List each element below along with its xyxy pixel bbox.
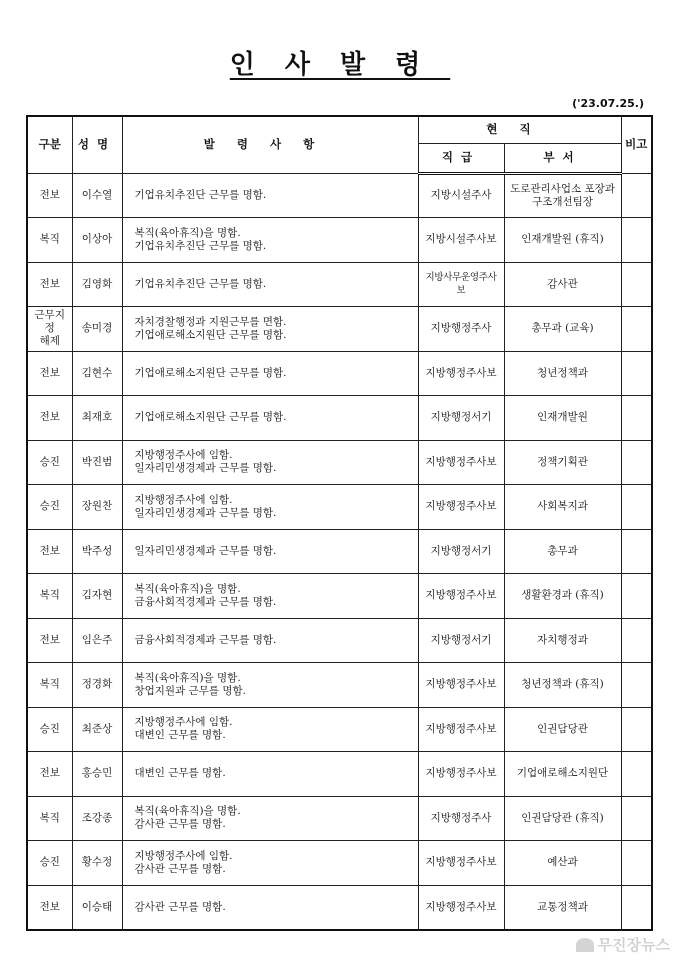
row-dept: 예산과 bbox=[504, 841, 621, 886]
row-dept: 청년정책과 (휴직) bbox=[504, 663, 621, 708]
row-dept: 청년정책과 bbox=[504, 351, 621, 396]
table-row bbox=[27, 262, 652, 307]
header-remarks: 비고 bbox=[621, 116, 652, 173]
header-rank: 직급 bbox=[418, 143, 504, 173]
row-dept: 인재개발원 bbox=[504, 396, 621, 441]
table-row bbox=[27, 173, 652, 218]
watermark-logo-icon bbox=[576, 938, 594, 952]
row-order: 지방행정주사에 임함. 감사관 근무를 명함. bbox=[122, 841, 418, 886]
row-name: 임은주 bbox=[72, 618, 122, 663]
row-remarks bbox=[621, 529, 652, 574]
table-row bbox=[27, 529, 652, 574]
table-row bbox=[27, 885, 652, 930]
row-dept: 교통정책과 bbox=[504, 885, 621, 930]
row-order: 지방행정주사에 임함. 대변인 근무를 명함. bbox=[122, 707, 418, 752]
row-rank: 지방행정서기 bbox=[418, 529, 504, 574]
row-order: 자치경찰행정과 지원근무를 면함. 기업애로해소지원단 근무를 명함. bbox=[122, 307, 418, 352]
row-rank: 지방행정주사보 bbox=[418, 574, 504, 619]
row-dept: 총무과 (교육) bbox=[504, 307, 621, 352]
row-name: 김현수 bbox=[72, 351, 122, 396]
table-row bbox=[27, 218, 652, 263]
header-current: 현직 bbox=[418, 116, 621, 143]
row-rank: 지방행정주사보 bbox=[418, 752, 504, 797]
row-name: 박주성 bbox=[72, 529, 122, 574]
row-order: 대변인 근무를 명함. bbox=[122, 752, 418, 797]
row-order: 기업유치추진단 근무를 명함. bbox=[122, 262, 418, 307]
row-dept: 감사관 bbox=[504, 262, 621, 307]
row-name: 최재호 bbox=[72, 396, 122, 441]
row-remarks bbox=[621, 440, 652, 485]
document-title: 인사발령 bbox=[229, 50, 451, 80]
row-dept: 기업애로해소지원단 bbox=[504, 752, 621, 797]
row-order: 금융사회적경제과 근무를 명함. bbox=[122, 618, 418, 663]
table-row bbox=[27, 574, 652, 619]
personnel-table bbox=[26, 115, 653, 931]
row-rank: 지방행정서기 bbox=[418, 618, 504, 663]
header-order: 발령사항 bbox=[122, 116, 418, 173]
row-rank: 지방행정주사보 bbox=[418, 663, 504, 708]
row-rank: 지방행정주사보 bbox=[418, 485, 504, 530]
row-remarks bbox=[621, 663, 652, 708]
row-remarks bbox=[621, 262, 652, 307]
row-rank: 지방행정주사 bbox=[418, 796, 504, 841]
row-remarks bbox=[621, 218, 652, 263]
row-remarks bbox=[621, 796, 652, 841]
row-name: 최준상 bbox=[72, 707, 122, 752]
row-dept: 인권담당관 bbox=[504, 707, 621, 752]
row-order: 지방행정주사에 임함. 일자리민생경제과 근무를 명함. bbox=[122, 485, 418, 530]
row-name: 장원찬 bbox=[72, 485, 122, 530]
header-name: 성명 bbox=[72, 116, 122, 173]
row-order: 기업애로해소지원단 근무를 명함. bbox=[122, 396, 418, 441]
table-row bbox=[27, 307, 652, 352]
row-remarks bbox=[621, 574, 652, 619]
row-remarks bbox=[621, 618, 652, 663]
watermark: 무진장뉴스 bbox=[576, 934, 670, 955]
row-rank: 지방시설주사 bbox=[418, 173, 504, 218]
row-name: 이상아 bbox=[72, 218, 122, 263]
row-type: 전보 bbox=[27, 262, 72, 307]
row-name: 김자현 bbox=[72, 574, 122, 619]
row-dept: 사회복지과 bbox=[504, 485, 621, 530]
row-dept: 자치행정과 bbox=[504, 618, 621, 663]
row-name: 정경화 bbox=[72, 663, 122, 708]
row-order: 감사관 근무를 명함. bbox=[122, 885, 418, 930]
row-order: 일자리민생경제과 근무를 명함. bbox=[122, 529, 418, 574]
row-order: 복직(육아휴직)을 명함. 감사관 근무를 명함. bbox=[122, 796, 418, 841]
row-type: 승진 bbox=[27, 841, 72, 886]
row-name: 박진범 bbox=[72, 440, 122, 485]
row-type: 전보 bbox=[27, 529, 72, 574]
table-row bbox=[27, 752, 652, 797]
row-dept: 정책기획관 bbox=[504, 440, 621, 485]
row-type: 근무지정 해제 bbox=[27, 307, 72, 352]
row-type: 복직 bbox=[27, 574, 72, 619]
table-row bbox=[27, 663, 652, 708]
table-row bbox=[27, 396, 652, 441]
header-dept: 부서 bbox=[504, 143, 621, 173]
row-type: 전보 bbox=[27, 173, 72, 218]
row-remarks bbox=[621, 307, 652, 352]
row-order: 기업애로해소지원단 근무를 명함. bbox=[122, 351, 418, 396]
row-dept: 인권담당관 (휴직) bbox=[504, 796, 621, 841]
row-dept: 생활환경과 (휴직) bbox=[504, 574, 621, 619]
row-type: 승진 bbox=[27, 707, 72, 752]
row-order: 복직(육아휴직)을 명함. 금융사회적경제과 근무를 명함. bbox=[122, 574, 418, 619]
row-type: 전보 bbox=[27, 618, 72, 663]
row-order: 기업유치추진단 근무를 명함. bbox=[122, 173, 418, 218]
row-rank: 지방행정주사보 bbox=[418, 707, 504, 752]
table-body bbox=[27, 173, 652, 930]
row-remarks bbox=[621, 885, 652, 930]
row-type: 복직 bbox=[27, 796, 72, 841]
row-rank: 지방행정주사보 bbox=[418, 440, 504, 485]
table-row bbox=[27, 485, 652, 530]
row-remarks bbox=[621, 396, 652, 441]
row-name: 이승태 bbox=[72, 885, 122, 930]
row-remarks bbox=[621, 707, 652, 752]
row-type: 승진 bbox=[27, 440, 72, 485]
row-rank: 지방행정주사보 bbox=[418, 351, 504, 396]
row-name: 조강종 bbox=[72, 796, 122, 841]
row-name: 이수열 bbox=[72, 173, 122, 218]
row-rank: 지방시설주사보 bbox=[418, 218, 504, 263]
table-row bbox=[27, 841, 652, 886]
row-order: 복직(육아휴직)을 명함. 기업유치추진단 근무를 명함. bbox=[122, 218, 418, 263]
row-rank: 지방행정주사보 bbox=[418, 841, 504, 886]
row-type: 복직 bbox=[27, 218, 72, 263]
row-order: 복직(육아휴직)을 명함. 창업지원과 근무를 명함. bbox=[122, 663, 418, 708]
row-rank: 지방행정주사보 bbox=[418, 885, 504, 930]
row-rank: 지방행정서기 bbox=[418, 396, 504, 441]
row-remarks bbox=[621, 485, 652, 530]
row-remarks bbox=[621, 841, 652, 886]
table-row bbox=[27, 618, 652, 663]
row-type: 승진 bbox=[27, 485, 72, 530]
row-remarks bbox=[621, 752, 652, 797]
row-name: 황수정 bbox=[72, 841, 122, 886]
row-dept: 인재개발원 (휴직) bbox=[504, 218, 621, 263]
row-rank: 지방사무운영주사보 bbox=[418, 262, 504, 307]
row-name: 홍승민 bbox=[72, 752, 122, 797]
row-remarks bbox=[621, 173, 652, 218]
row-type: 복직 bbox=[27, 663, 72, 708]
table-row bbox=[27, 351, 652, 396]
row-dept: 총무과 bbox=[504, 529, 621, 574]
row-type: 전보 bbox=[27, 351, 72, 396]
row-type: 전보 bbox=[27, 396, 72, 441]
header-type: 구분 bbox=[27, 116, 72, 173]
row-dept: 도로관리사업소 포장과 구조개선팀장 bbox=[504, 173, 621, 218]
table-row bbox=[27, 707, 652, 752]
row-type: 전보 bbox=[27, 885, 72, 930]
row-order: 지방행정주사에 임함. 일자리민생경제과 근무를 명함. bbox=[122, 440, 418, 485]
document-date: ('23.07.25.) bbox=[572, 97, 644, 110]
row-remarks bbox=[621, 351, 652, 396]
row-type: 전보 bbox=[27, 752, 72, 797]
row-name: 김영화 bbox=[72, 262, 122, 307]
table-row bbox=[27, 796, 652, 841]
table-row bbox=[27, 440, 652, 485]
row-rank: 지방행정주사 bbox=[418, 307, 504, 352]
row-name: 송미경 bbox=[72, 307, 122, 352]
